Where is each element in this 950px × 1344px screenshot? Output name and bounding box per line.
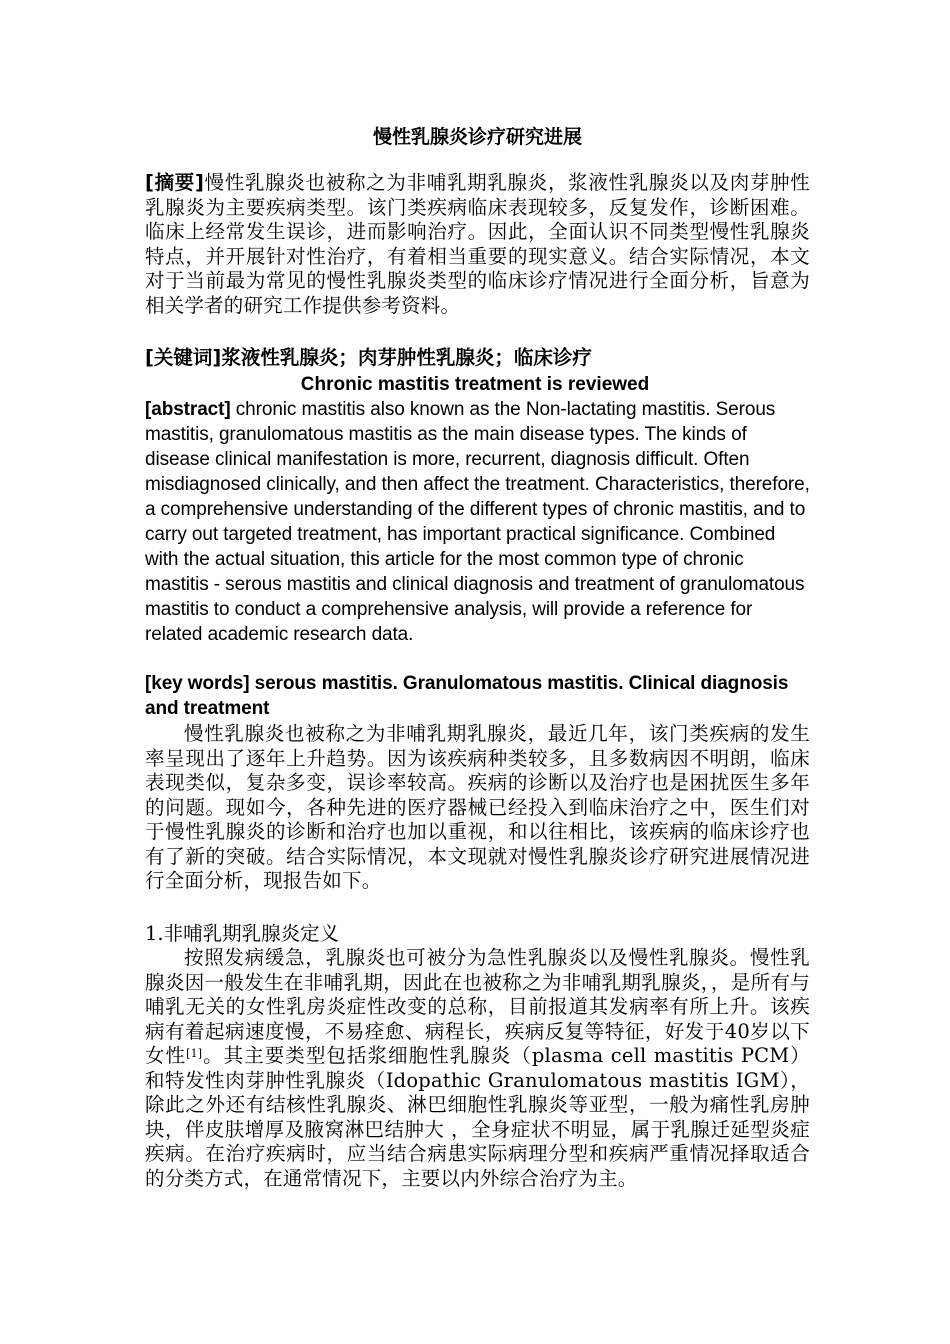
chinese-abstract [145,171,810,318]
chinese-keywords-label: [关键词] [145,346,222,369]
chinese-keywords [145,346,810,371]
chinese-abstract-label: [摘要] [145,171,205,194]
chinese-keywords-text: 浆液性乳腺炎；肉芽肿性乳腺炎；临床诊疗 [221,346,592,369]
english-abstract-text: chronic mastitis also known as the Non-lactating mastitis. Serous mastitis, granulomatous mastitis as the main disease types. The kinds of disease clinical manifestation is more, recurrent, diagnosis difficult. Often misdiagnosed clinically, and then affect the treatment. Characteristics, therefore, a comprehensive understanding of the different types of chronic mastitis, and to carry out targeted treatment, has important practical significance. Combined with the actual situation, this article for the most common type of chronic mastitis - serous mastitis and clinical diagnosis and treatment of granulomatous mastitis to conduct a comprehensive analysis, will provide a reference for related academic research data. [145,399,810,645]
chinese-title: 慢性乳腺炎诊疗研究进展 [372,126,582,148]
section-1-paragraph [145,946,810,1191]
section-1-text-part2: 。其主要类型包括浆细胞性乳腺炎（plasma cell mastitis PCM）和特发性肉芽肿性乳腺炎（Idopathic Granulomatous mastitis IGM），除此之外还有结核性乳腺炎、淋巴细胞性乳腺炎等亚型，一般为痛性乳房肿块，伴皮肤增厚及腋窝淋巴结肿大 ，全身症状不明显，属于乳腺迁延型炎症疾病。在治疗疾病时，应当结合病患实际病理分型和疾病严重情况择取适合的分类方式，在通常情况下，主要以内外综合治疗为主。 [145,1044,810,1190]
citation-1[interactable]: [1] [186,1047,203,1060]
english-keywords-text: serous mastitis. Granulomatous mastitis. Clinical diagnosis and treatment [145,673,789,719]
section-1-heading: 1.非哺乳期乳腺炎定义 [145,922,340,945]
english-keywords-label: [key words] [145,673,250,694]
intro-paragraph: 慢性乳腺炎也被称之为非哺乳期乳腺炎，最近几年，该门类疾病的发生率呈现出了逐年上升趋势。因为该疾病种类较多，且多数病因不明朗，临床表现类似，复杂多变，误诊率较高。疾病的诊断以及治疗也是困扰医生多年的问题。现如今，各种先进的医疗器械已经投入到临床治疗之中，医生们对于慢性乳腺炎的诊断和治疗也加以重视，和以往相比，该疾病的临床诊疗也有了新的突破。结合实际情况，本文现就对慢性乳腺炎诊疗研究进展情况进行全面分析，现报告如下。 [145,722,810,892]
chinese-abstract-text: 慢性乳腺炎也被称之为非哺乳期乳腺炎，浆液性乳腺炎以及肉芽肿性乳腺炎为主要疾病类型。该门类疾病临床表现较多，反复发作，诊断困难。临床上经常发生误诊，进而影响治疗。因此，全面认识不同类型慢性乳腺炎特点，并开展针对性治疗，有着相当重要的现实意义。结合实际情况，本文对于当前最为常见的慢性乳腺炎类型的临床诊疗情况进行全面分析，旨意为相关学者的研究工作提供参考资料。 [145,171,810,317]
section-1-text-part1: 按照发病缓急，乳腺炎也可被分为急性乳腺炎以及慢性乳腺炎。慢性乳腺炎因一般发生在非哺乳期，因此在也被称之为非哺乳期乳腺炎，，是所有与哺乳无关的女性乳房炎症性改变的总称，目前报道其发病率有所上升。该疾病有着起病速度慢，不易痊愈、病程长，疾病反复等特征，好发于40岁以下女性 [145,946,810,1067]
english-abstract-label: [abstract] [145,399,231,420]
english-abstract [145,397,810,647]
english-keywords [145,671,810,721]
english-title: Chronic mastitis treatment is reviewed [300,374,650,395]
